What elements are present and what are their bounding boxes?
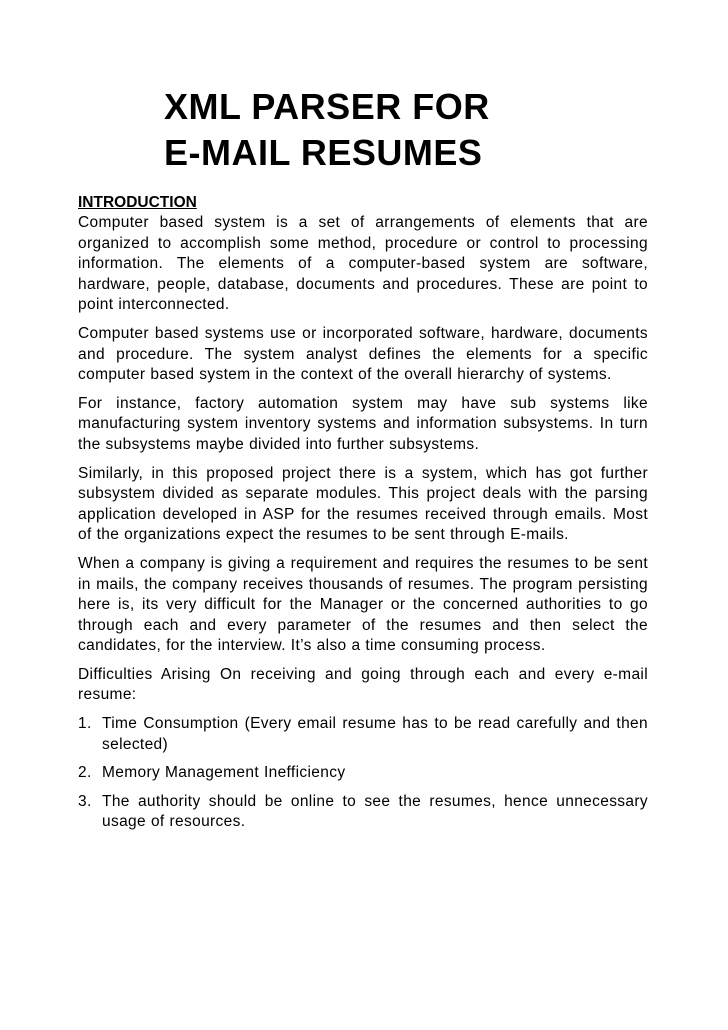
paragraph-2: Computer based systems use or incorporated software, hardware, documents and procedure. The system analyst defines the elements for a specific computer based system in the context of the overall hierarchy of systems. xyxy=(78,324,648,384)
difficulties-list xyxy=(78,714,648,833)
list-item xyxy=(78,763,648,784)
list-item-text: Time Consumption (Every email resume has to be read carefully and then selected) xyxy=(102,715,648,753)
title-line-2: E-MAIL RESUMES xyxy=(164,132,483,173)
paragraph-3: For instance, factory automation system may have sub systems like manufacturing system inventory systems and information subsystems. In turn the subsystems maybe divided into further subsystems. xyxy=(78,394,648,453)
document-page xyxy=(78,84,648,841)
list-item-text: The authority should be online to see the resumes, hence unnecessary usage of resources. xyxy=(102,792,648,831)
section-heading-introduction: INTRODUCTION xyxy=(78,194,197,211)
list-item xyxy=(78,792,648,833)
document-title xyxy=(164,84,648,176)
list-item-number: 3. xyxy=(78,792,92,810)
list-item xyxy=(78,714,648,755)
paragraph-1: Computer based system is a set of arrangements of elements that are organized to accomplish some method, procedure or control to processing information. The elements of a computer-based system are software, hardware, people, database, documents and procedures. These are point to point interconnected. xyxy=(78,214,648,314)
list-item-number: 2. xyxy=(78,764,92,782)
list-item-text: Memory Management Inefficiency xyxy=(102,764,346,782)
paragraph-6: Difficulties Arising On receiving and going through each and every e-mail resume: xyxy=(78,665,648,704)
paragraph-5: When a company is giving a requirement and requires the resumes to be sent in mails, the company receives thousands of resumes. The program persisting here is, its very difficult for the Manager or the concerned authorities to go through each and every parameter of the resumes and then select the candidates, for the interview. It’s also a time consuming process. xyxy=(78,554,648,655)
title-line-1: XML PARSER FOR xyxy=(164,86,490,127)
list-item-number: 1. xyxy=(78,715,92,733)
paragraph-4: Similarly, in this proposed project there is a system, which has got further subsystem divided as separate modules. This project deals with the parsing application developed in ASP for the resumes received through emails. Most of the organizations expect the resumes to be sent through E-mails. xyxy=(78,464,648,544)
